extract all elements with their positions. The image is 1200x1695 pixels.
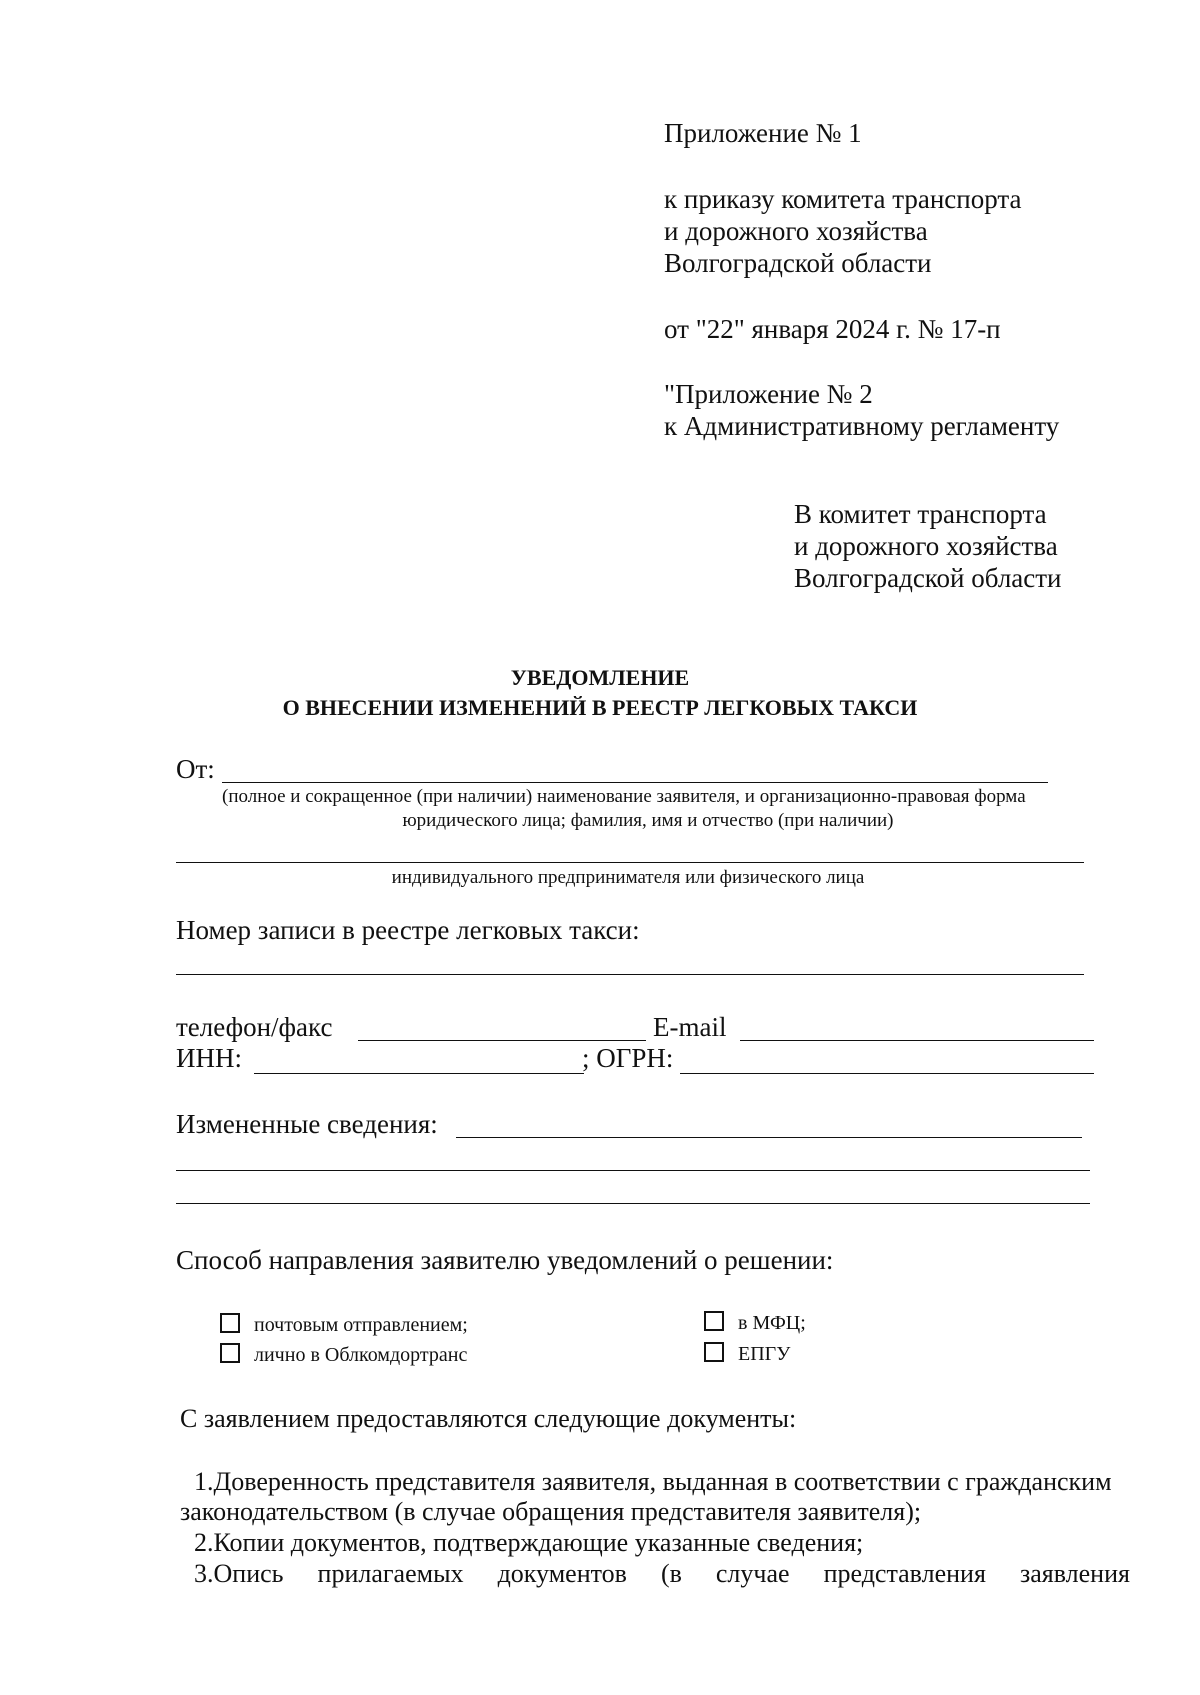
checkbox-icon[interactable]	[220, 1313, 240, 1333]
order-reference	[664, 183, 1021, 279]
method-label: Способ направления заявителю уведомлений о решении:	[176, 1245, 834, 1275]
ogrn-input-line[interactable]	[680, 1073, 1094, 1074]
addressee-line: и дорожного хозяйства	[794, 531, 1058, 561]
option-personal[interactable]	[220, 1343, 467, 1367]
inn-label: ИНН:	[176, 1043, 242, 1073]
phone-input-line[interactable]	[358, 1040, 646, 1041]
order-date-text: от "22" января 2024 г. № 17-п	[664, 314, 1001, 344]
changes-input-line-1[interactable]	[456, 1137, 1082, 1138]
checkbox-icon[interactable]	[704, 1342, 724, 1362]
phone-label: телефон/факс	[176, 1012, 333, 1042]
addressee-line: Волгоградской области	[794, 563, 1062, 593]
item3-word: прилагаемых	[317, 1559, 464, 1588]
option-mfc-label: в МФЦ;	[738, 1312, 806, 1334]
from-hint-1: (полное и сокращенное (при наличии) наименование заявителя, и организационно-правовая форма	[222, 786, 1026, 807]
order-line: Волгоградской области	[664, 248, 932, 278]
order-line: и дорожного хозяйства	[664, 216, 928, 246]
addressee-block	[794, 498, 1062, 594]
checkbox-icon[interactable]	[220, 1343, 240, 1363]
appendix-header	[664, 117, 862, 149]
item3-word: заявления	[1019, 1559, 1130, 1588]
order-date	[664, 313, 1001, 345]
option-personal-label: лично в Облкомдортранс	[254, 1344, 468, 1366]
reglament-reference	[664, 378, 1059, 442]
addressee-line: В комитет транспорта	[794, 499, 1047, 529]
ogrn-label: ; ОГРН:	[582, 1043, 674, 1073]
item3-word: представления	[823, 1559, 986, 1588]
title-line-2: О ВНЕСЕНИИ ИЗМЕНЕНИЙ В РЕЕСТР ЛЕГКОВЫХ ТАКСИ	[282, 695, 918, 720]
changes-input-line-3[interactable]	[176, 1203, 1090, 1204]
from-input-line[interactable]	[222, 782, 1048, 783]
document-item-1-line-1: 1.Доверенность представителя заявителя, выданная в соответствии с гражданским	[194, 1467, 1112, 1496]
documents-intro: С заявлением предоставляются следующие документы:	[180, 1404, 797, 1433]
title-line-1: УВЕДОМЛЕНИЕ	[510, 665, 690, 690]
email-input-line[interactable]	[740, 1040, 1094, 1041]
changes-input-line-2[interactable]	[176, 1170, 1090, 1171]
appendix-number: Приложение № 1	[664, 118, 862, 148]
from-hint-3: индивидуального предпринимателя или физического лица	[391, 867, 865, 888]
option-post[interactable]	[220, 1313, 468, 1337]
from-label: От:	[176, 754, 215, 784]
document-item-3	[194, 1559, 1130, 1589]
document-item-1-line-2: законодательством (в случае обращения представителя заявителя);	[180, 1497, 922, 1526]
reglament-line: "Приложение № 2	[664, 379, 873, 409]
registry-label: Номер записи в реестре легковых такси:	[176, 915, 640, 945]
inn-input-line[interactable]	[254, 1073, 584, 1074]
from-hint-2: юридического лица; фамилия, имя и отчество (при наличии)	[402, 810, 894, 831]
reglament-line: к Административному регламенту	[664, 411, 1060, 441]
option-epgu-label: ЕПГУ	[738, 1343, 791, 1365]
order-line: к приказу комитета транспорта	[664, 184, 1022, 214]
registry-input-line[interactable]	[176, 974, 1084, 975]
option-post-label: почтовым отправлением;	[254, 1314, 468, 1336]
item3-word: 3.Опись	[194, 1559, 284, 1588]
item3-word: документов	[497, 1559, 627, 1588]
document-item-2: 2.Копии документов, подтверждающие указанные сведения;	[194, 1528, 864, 1557]
option-epgu[interactable]	[704, 1342, 790, 1366]
item3-word: (в	[660, 1559, 682, 1588]
option-mfc[interactable]	[704, 1311, 806, 1335]
document-title	[0, 663, 1200, 723]
item3-word: случае	[715, 1559, 790, 1588]
changes-label: Измененные сведения:	[176, 1109, 438, 1139]
email-label: E-mail	[653, 1012, 727, 1042]
from-input-line-2[interactable]	[176, 862, 1084, 863]
checkbox-icon[interactable]	[704, 1311, 724, 1331]
